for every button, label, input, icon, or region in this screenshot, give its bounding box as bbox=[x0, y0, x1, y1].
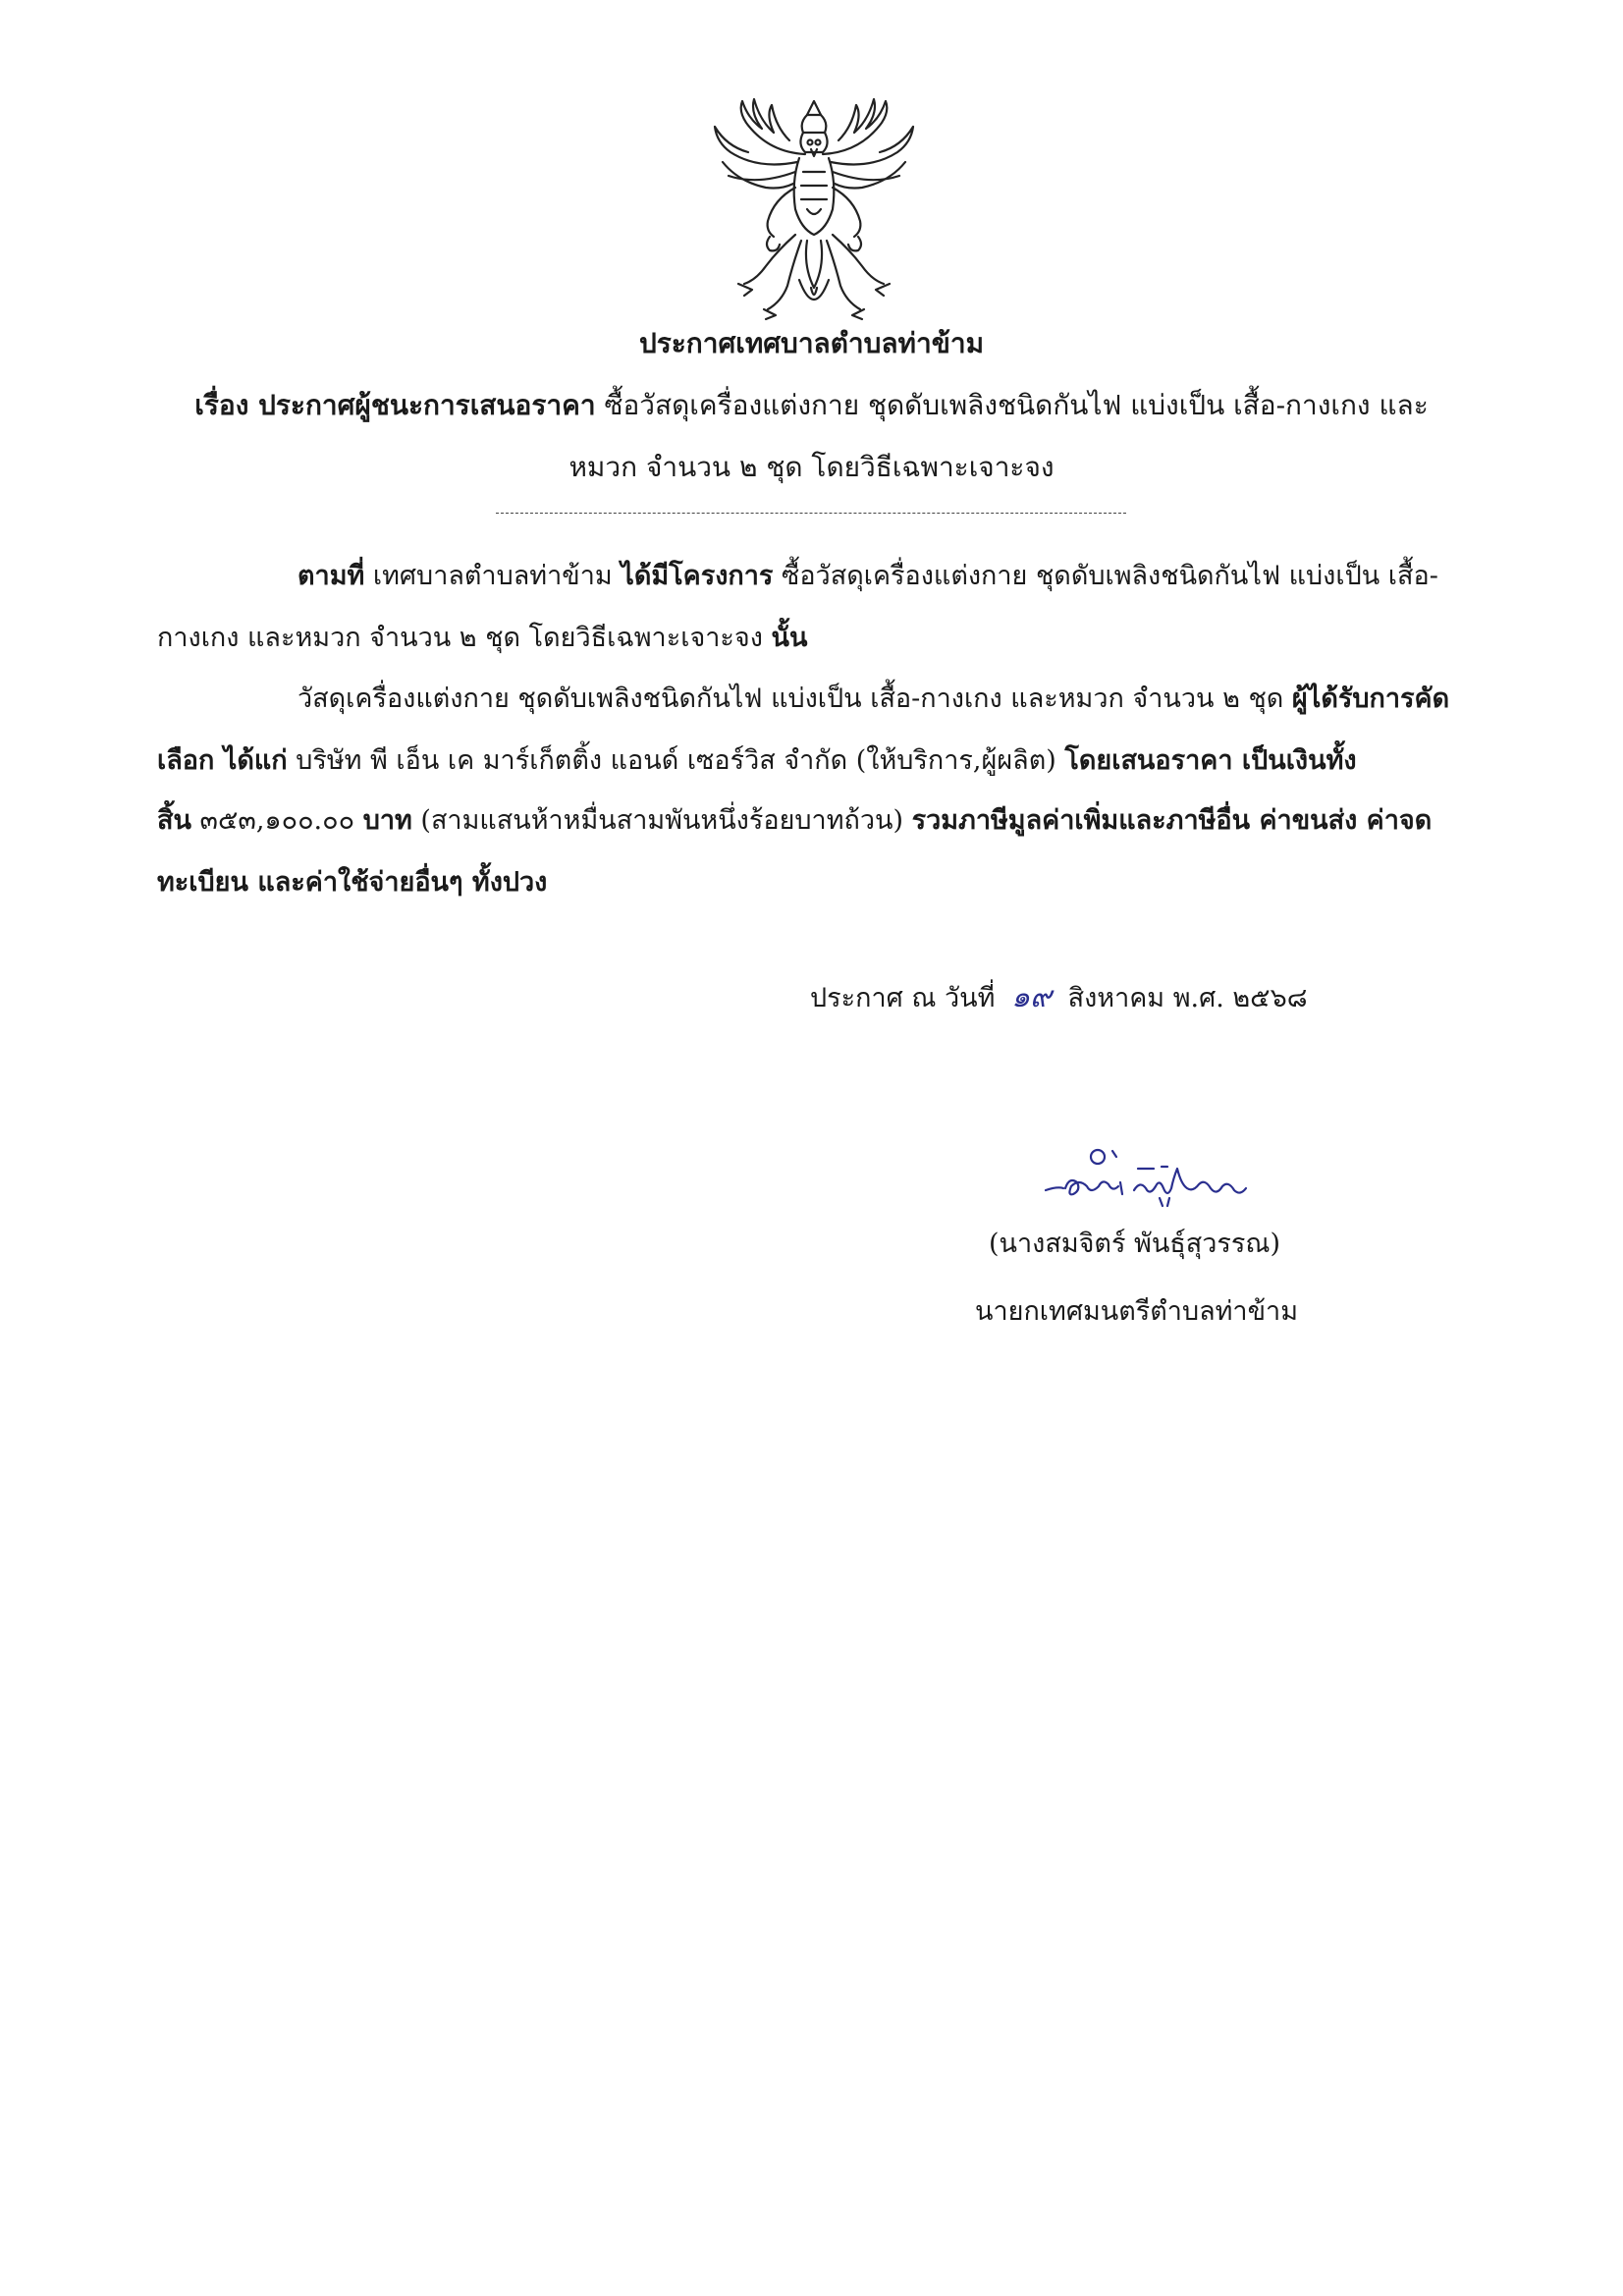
subject-line-2: หมวก จำนวน ๒ ชุด โดยวิธีเฉพาะเจาะจง bbox=[568, 451, 1055, 483]
paragraph-2-line-3 bbox=[157, 801, 1432, 841]
heading-separator bbox=[496, 513, 1126, 514]
signatory-position: นายกเทศมนตรีตำบลท่าข้าม bbox=[975, 1296, 1298, 1327]
paragraph-2-line-4: ทะเบียน และค่าใช้จ่ายอื่นๆ ทั้งปวง bbox=[157, 867, 548, 898]
paragraph-2-line-1 bbox=[298, 680, 1449, 719]
p1-lead: ตามที่ bbox=[298, 561, 365, 591]
date-prefix: ประกาศ ณ วันที่ bbox=[810, 983, 996, 1013]
p2-amount-words: (สามแสนห้าหมื่นสามพันหนึ่งร้อยบาทถ้วน) bbox=[420, 805, 903, 836]
announcement-date bbox=[810, 978, 1308, 1018]
signatory-name: (นางสมจิตร์ พันธุ์สุวรรณ) bbox=[989, 1229, 1281, 1259]
p1-agency: เทศบาลตำบลท่าข้าม bbox=[372, 561, 613, 591]
subject-line-1 bbox=[0, 386, 1623, 425]
p2-currency: บาท bbox=[362, 805, 412, 836]
handwritten-signature bbox=[1044, 1139, 1270, 1218]
signature-graphic bbox=[1044, 1139, 1270, 1218]
p2-includes: รวมภาษีมูลค่าเพิ่มและภาษีอื่น ค่าขนส่ง ค่าจด bbox=[911, 805, 1433, 836]
p1-project-cont: กางเกง และหมวก จำนวน ๒ ชุด โดยวิธีเฉพาะเจาะจง bbox=[157, 623, 763, 653]
announcement-title: ประกาศเทศบาลตำบลท่าข้าม bbox=[638, 327, 985, 359]
subject-text: ซื้อวัสดุเครื่องแต่งกาย ชุดดับเพลิงชนิดกันไฟ แบ่งเป็น เสื้อ-กางเกง และ bbox=[604, 389, 1429, 421]
paragraph-1-line-2 bbox=[157, 619, 807, 658]
p1-project-label: ได้มีโครงการ bbox=[621, 561, 774, 591]
p2-selected-label: ผู้ได้รับการคัด bbox=[1291, 683, 1450, 714]
paragraph-1-line-1 bbox=[298, 557, 1438, 596]
subject-label: เรื่อง ประกาศผู้ชนะการเสนอราคา bbox=[194, 389, 596, 421]
garuda-emblem-icon bbox=[709, 93, 920, 324]
p1-project: ซื้อวัสดุเครื่องแต่งกาย ชุดดับเพลิงชนิดกันไฟ แบ่งเป็น เสื้อ- bbox=[782, 561, 1438, 591]
p2-price-label: โดยเสนอราคา เป็นเงินทั้ง bbox=[1064, 745, 1357, 776]
garuda-emblem-graphic bbox=[709, 93, 920, 324]
p2-amount: ๓๕๓,๑๐๐.๐๐ bbox=[199, 805, 355, 836]
p2-winner-label: เลือก ได้แก่ bbox=[157, 745, 288, 776]
p2-item: วัสดุเครื่องแต่งกาย ชุดดับเพลิงชนิดกันไฟ แบ่งเป็น เสื้อ-กางเกง และหมวก จำนวน ๒ ชุด bbox=[298, 683, 1284, 714]
paragraph-2-line-2 bbox=[157, 741, 1357, 781]
p2-total-label: สิ้น bbox=[157, 805, 191, 836]
date-month-year: สิงหาคม พ.ศ. ๒๕๖๘ bbox=[1067, 983, 1308, 1013]
p1-end: นั้น bbox=[771, 623, 808, 653]
p2-winner: บริษัท พี เอ็น เค มาร์เก็ตติ้ง แอนด์ เซอร์วิส จำกัด (ให้บริการ,ผู้ผลิต) bbox=[296, 745, 1056, 776]
date-day-handwritten: ๑๙ bbox=[1011, 980, 1053, 1014]
